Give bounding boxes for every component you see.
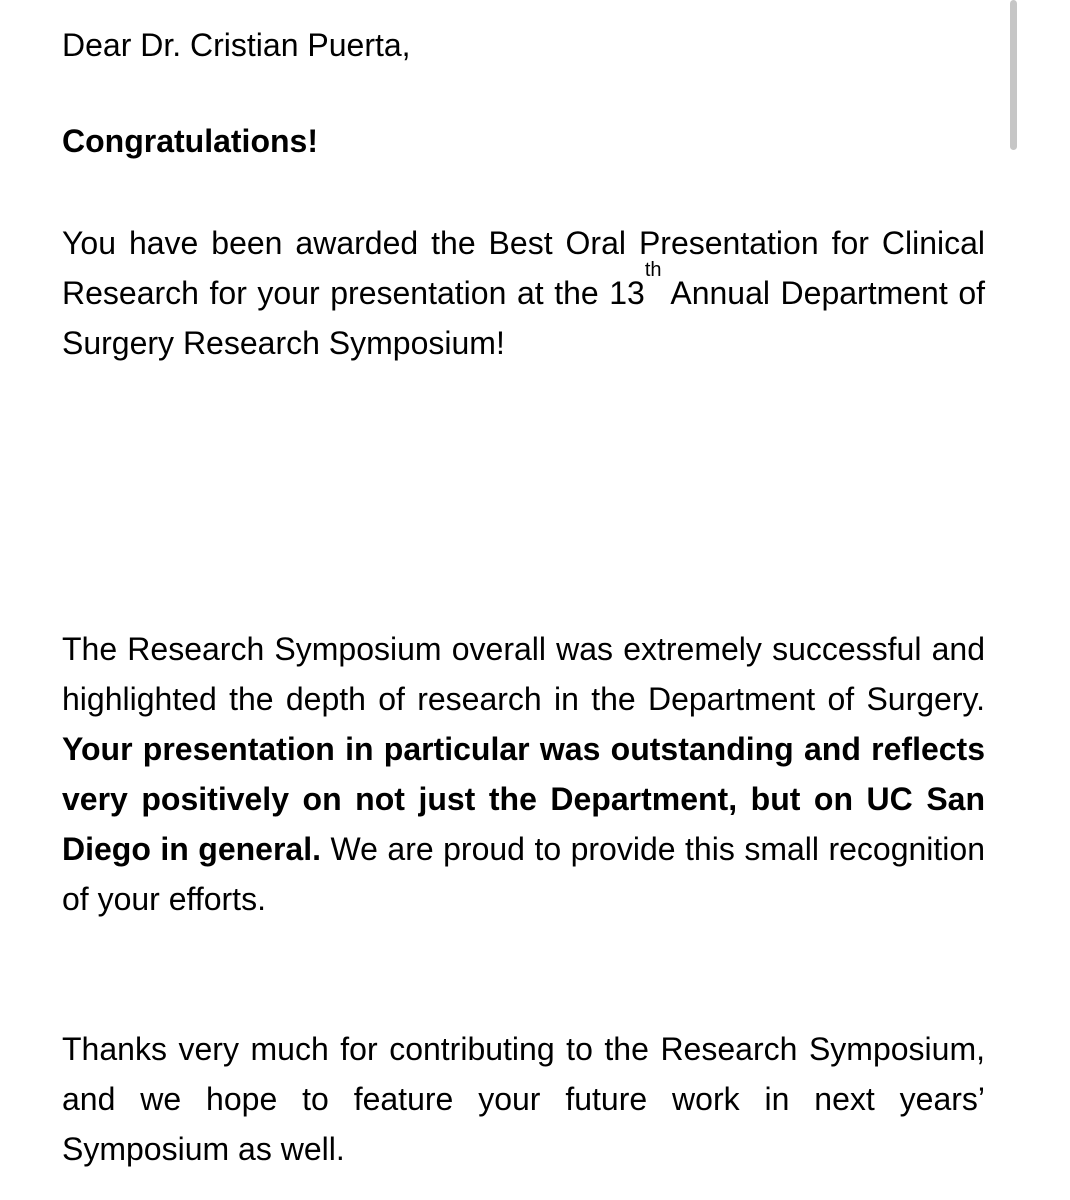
scrollbar-thumb[interactable] — [1010, 0, 1017, 150]
award-paragraph — [62, 218, 985, 368]
symposium-paragraph — [62, 624, 985, 924]
symposium-bold-text: Your presentation in particular was outstanding and reflects very positively on not just the Department, but on UC San Diego in general. — [62, 731, 985, 867]
award-superscript: th — [644, 259, 662, 281]
email-greeting: Dear Dr. Cristian Puerta, — [62, 27, 411, 63]
thanks-paragraph: Thanks very much for contributing to the Research Symposium, and we hope to feature your future work in next years’ Symposium as well. — [62, 1031, 985, 1167]
symposium-text-before: The Research Symposium overall was extremely successful and highlighted the depth of research in the Department of Surgery. — [62, 631, 985, 717]
email-congratulations: Congratulations! — [62, 123, 318, 159]
symposium-text-after: We are proud to provide this small recognition of your efforts. — [62, 831, 986, 917]
award-text-before: You have been awarded the Best Oral Presentation for Clinical Research for your presentation at the 13 — [62, 225, 985, 311]
award-text-after: Annual Department of Surgery Research Symposium! — [62, 275, 986, 361]
